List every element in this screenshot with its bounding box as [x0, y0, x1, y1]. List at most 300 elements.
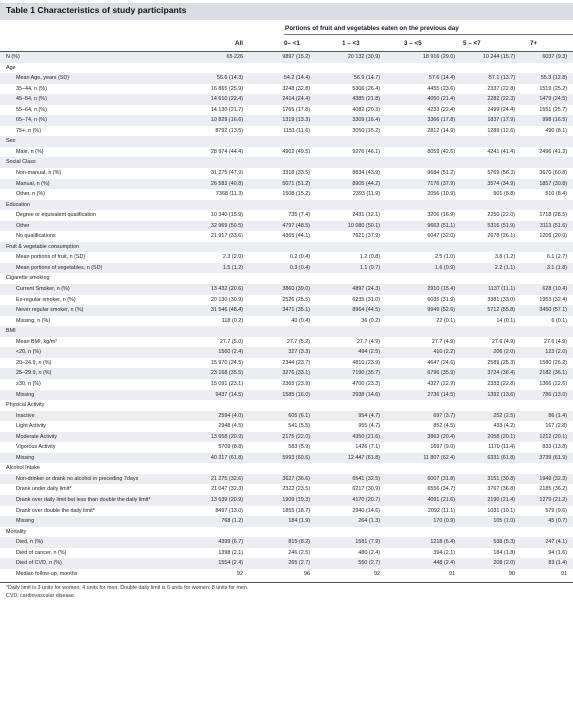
table-row [0, 252, 573, 263]
table-cell: 31 275 (47.9) [210, 170, 243, 177]
table-cell: 1031 (10.1) [487, 507, 515, 514]
table-cell: 92 [237, 570, 243, 577]
table-cell: 6047 (32.0) [427, 233, 455, 240]
table-cell: 118 (0.2) [221, 317, 243, 324]
table-cell: 36 (0.2) [361, 317, 380, 324]
row-label: Never regular smoker, n (%) [16, 307, 84, 314]
table-cell: 697 (3.7) [433, 412, 455, 419]
row-label: Light Activity [16, 423, 46, 430]
table-cell: 12 447 (61.8) [347, 454, 380, 461]
row-label: Non-manual, n (%) [16, 170, 62, 177]
table-cell: 4350 (21.6) [352, 433, 380, 440]
table-cell: 1.6 (0.9) [434, 264, 455, 271]
table-cell: 23 168 (35.5) [210, 370, 243, 377]
table-cell: 2.5 (1.0) [434, 254, 455, 261]
table-cell: 4455 (23.6) [427, 85, 455, 92]
table-cell: 2594 (4.0) [218, 412, 243, 419]
table-row [0, 221, 573, 232]
table-title: Table 1 Characteristics of study participants [6, 5, 187, 15]
table-cell: 1170 (11.4) [488, 444, 515, 451]
table-cell: 538 (5.3) [493, 539, 515, 546]
table-cell: 786 (13.0) [542, 391, 567, 398]
table-cell: 10 080 (50.1) [347, 222, 380, 229]
table-cell: 56.6 (14.3) [216, 75, 243, 82]
table-cell: 27.6 (4.9) [491, 338, 515, 345]
row-label: 65–74, n (%) [16, 117, 47, 124]
table-cell: 583 (5.9) [288, 444, 310, 451]
table-cell: 3318 (33.5) [282, 170, 310, 177]
table-cell: 4082 (20.3) [352, 106, 380, 113]
table-row [0, 495, 573, 506]
table-cell: 1953 (32.4) [539, 296, 567, 303]
table-cell: 1.1 (0.7) [359, 264, 380, 271]
row-label: Died of cancer, n (%) [16, 549, 67, 556]
table-row [0, 506, 573, 517]
table-cell: 206 (2.0) [493, 349, 515, 356]
row-label: <20, n (%) [16, 349, 42, 356]
table-cell: 31 546 (48.4) [210, 307, 243, 314]
table-cell: 6541 (32.5) [352, 475, 380, 482]
table-cell: 2414 (24.4) [282, 96, 310, 103]
table-cell: 2322 (23.5) [282, 486, 310, 493]
table-cell: 1508 (15.2) [282, 191, 310, 198]
table-cell: 11 807 (62.4) [423, 454, 455, 461]
table-row [0, 316, 573, 327]
table-cell: 7190 (35.7) [352, 370, 380, 377]
section-row [0, 273, 573, 284]
table-cell: 6007 (31.8) [427, 475, 455, 482]
table-cell: 2190 (21.4) [487, 496, 515, 503]
table-cell: 86 (1.4) [548, 412, 567, 419]
table-cell: 1137 (11.1) [488, 286, 515, 293]
table-row [0, 147, 573, 158]
footnote: CVD, cardiovascular disease. [6, 592, 76, 599]
table-cell: 13 432 (20.6) [210, 286, 243, 293]
table-cell: 3248 (32.8) [282, 85, 310, 92]
table-cell: 6331 (61.8) [487, 454, 515, 461]
row-label: Current Smoker, n (%) [16, 286, 70, 293]
table-cell: 3471 (35.1) [282, 307, 310, 314]
table-cell: 1551 (25.7) [539, 106, 567, 113]
table-cell: 1218 (6.4) [430, 539, 455, 546]
section-row [0, 157, 573, 168]
table-cell: 3739 (61.9) [539, 454, 567, 461]
table-cell: 1479 (24.5) [539, 96, 567, 103]
table-cell: 3366 (17.8) [427, 117, 455, 124]
table-row [0, 105, 573, 116]
table-cell: 56.9 (14.7) [353, 75, 380, 82]
bottom-rule [0, 582, 573, 583]
table-cell: 7176 (37.9) [427, 180, 455, 187]
table-cell: 410 (2.2) [433, 349, 455, 356]
row-label: Died, n (%) [16, 539, 43, 546]
table-cell: 2344 (23.7) [282, 359, 310, 366]
table-cell: 6035 (31.9) [427, 296, 455, 303]
row-label: 20–24.9, n (%) [16, 359, 52, 366]
row-label: Inactive [16, 412, 35, 419]
row-label: Mean Age, years (SD) [16, 75, 70, 82]
row-label: Other [16, 222, 30, 229]
table-row [0, 263, 573, 274]
table-cell: 8834 (43.9) [352, 170, 380, 177]
table-cell: 1580 (26.2) [539, 359, 567, 366]
table-cell: 57.1 (13.7) [488, 75, 515, 82]
table-cell: 833 (13.8) [542, 444, 567, 451]
table-cell: 14 (0.1) [496, 317, 515, 324]
table-cell: 13 658 (20.9) [210, 433, 243, 440]
table-cell: 3276 (33.1) [282, 370, 310, 377]
section-label: Fruit & vegetable consumption [6, 243, 79, 250]
table-cell: 1581 (7.9) [355, 539, 380, 546]
table-cell: 2431 (12.1) [352, 212, 380, 219]
section-row [0, 463, 573, 474]
table-cell: 28 974 (44.4) [210, 148, 243, 155]
table-cell: 4091 (21.6) [427, 496, 455, 503]
table-cell: 3309 (16.4) [352, 117, 380, 124]
section-row [0, 136, 573, 147]
table-row [0, 52, 573, 63]
table-cell: 4365 (44.1) [282, 233, 310, 240]
table-cell: 6796 (35.9) [427, 370, 455, 377]
table-cell: 1855 (18.7) [282, 507, 310, 514]
table-title-bar [0, 3, 573, 20]
table-cell: 1949 (32.3) [539, 475, 567, 482]
table-row [0, 231, 573, 242]
table-cell: 2.2 (1.1) [494, 264, 515, 271]
table-cell: 247 (4.1) [545, 539, 567, 546]
table-row [0, 432, 573, 443]
table-cell: 3.1 (1.8) [546, 264, 567, 271]
row-label: 25–29.9, n (%) [16, 370, 52, 377]
table-cell: 2175 (22.0) [282, 433, 310, 440]
table-cell: 4797 (48.5) [282, 222, 310, 229]
table-cell: 184 (1.9) [288, 518, 310, 525]
table-cell: 2.3 (2.0) [222, 254, 243, 261]
table-cell: 3767 (36.8) [487, 486, 515, 493]
table-cell: 3724 (36.4) [487, 370, 515, 377]
table-cell: 91 [449, 570, 455, 577]
table-cell: 8497 (13.0) [215, 507, 243, 514]
table-cell: 394 (2.1) [433, 549, 455, 556]
table-cell: 1697 (9.0) [430, 444, 455, 451]
table-cell: 2938 (14.6) [352, 391, 380, 398]
table-cell: 5769 (56.3) [487, 170, 515, 177]
table-cell: 2496 (41.3) [539, 148, 567, 155]
table-cell: 264 (1.3) [358, 518, 380, 525]
table-cell: 2365 (23.9) [282, 380, 310, 387]
table-cell: 21 047 (32.3) [210, 486, 243, 493]
section-row [0, 63, 573, 74]
table-cell: 167 (2.8) [545, 423, 567, 430]
column-header: 1 – <3 [342, 40, 360, 47]
row-label: Other, n (%) [16, 191, 46, 198]
table-cell: 2282 (22.3) [487, 96, 515, 103]
table-cell: 265 (2.7) [288, 560, 310, 567]
section-label: Physical Activity [6, 402, 45, 409]
table-cell: 8792 (13.5) [215, 127, 243, 134]
table-cell: 3151 (30.8) [487, 475, 515, 482]
table-cell: 208 (2.0) [493, 560, 515, 567]
row-label: ≥30, n (%) [16, 380, 41, 387]
table-cell: 1151 (11.6) [283, 127, 310, 134]
table-cell: 7621 (37.9) [352, 233, 380, 240]
section-label: Mortality [6, 528, 27, 535]
table-cell: 1519 (25.2) [539, 85, 567, 92]
table-cell: 6235 (31.0) [352, 296, 380, 303]
section-row [0, 527, 573, 538]
table-cell: 4399 (6.7) [218, 539, 243, 546]
table-cell: 5316 (51.9) [487, 222, 515, 229]
table-cell: 10 244 (15.7) [482, 54, 515, 60]
table-cell: 20 130 (30.9) [210, 296, 243, 303]
table-cell: 22 (0.1) [436, 317, 455, 324]
table-cell: 1426 (7.1) [355, 444, 380, 451]
table-cell: 21 917 (33.6) [210, 233, 243, 240]
table-row [0, 126, 573, 137]
table-cell: 1392 (13.6) [487, 391, 515, 398]
table-cell: 26 583 (40.8) [210, 180, 243, 187]
table-cell: 3450 (57.1) [539, 307, 567, 314]
table-cell: 6556 (34.7) [427, 486, 455, 493]
table-cell: 7368 (11.3) [215, 191, 243, 198]
table-cell: 27.7 (4.9) [431, 338, 455, 345]
table-cell: 4241 (41.4) [487, 148, 515, 155]
table-cell: 1289 (12.6) [487, 127, 515, 134]
column-header: 3 – <5 [404, 40, 422, 47]
table-cell: 20 132 (30.9) [347, 54, 380, 60]
table-cell: 2940 (14.6) [352, 507, 380, 514]
table-cell: 8905 (44.2) [352, 180, 380, 187]
table-row [0, 284, 573, 295]
section-label: BMI [6, 328, 16, 335]
table-cell: 13 639 (20.9) [210, 496, 243, 503]
table-row [0, 421, 573, 432]
table-cell: 94 (1.6) [548, 549, 567, 556]
table-row [0, 453, 573, 464]
table-row [0, 390, 573, 401]
table-cell: 628 (10.4) [542, 286, 567, 293]
table-cell: 4700 (23.3) [352, 380, 380, 387]
table-cell: 3627 (36.6) [282, 475, 310, 482]
table-cell: 327 (3.3) [288, 349, 310, 356]
table-cell: 1765 (17.8) [282, 106, 310, 113]
table-cell: 2250 (22.0) [487, 212, 515, 219]
table-cell: 8964 (44.5) [352, 307, 380, 314]
table-row [0, 347, 573, 358]
table-row [0, 94, 573, 105]
table-cell: 579 (9.6) [545, 507, 567, 514]
table-cell: 954 (4.7) [358, 412, 380, 419]
table-cell: 65 226 [226, 54, 243, 60]
table-cell: 494 (2.5) [358, 349, 380, 356]
table-row [0, 368, 573, 379]
table-cell: 4327 (22.9) [427, 380, 455, 387]
row-label: Non-drinker or drank no alcohol in preceding 7days [16, 475, 139, 482]
table-cell: 14 130 (21.7) [210, 106, 243, 113]
table-cell: 2333 (22.8) [487, 380, 515, 387]
row-label: Missing, n (%) [16, 317, 51, 324]
row-label: Degree or equivalent qualification [16, 212, 97, 219]
table-cell: 14 610 (22.4) [210, 96, 243, 103]
row-label: Drank over double the daily limit* [16, 507, 95, 514]
table-cell: 735 (7.4) [288, 212, 310, 219]
table-cell: 21 275 (32.6) [210, 475, 243, 482]
table-cell: 2678 (26.1) [487, 233, 515, 240]
table-cell: 6217 (30.9) [352, 486, 380, 493]
table-row [0, 411, 573, 422]
table-cell: 2948 (4.5) [218, 423, 243, 430]
table-row [0, 295, 573, 306]
table-row [0, 305, 573, 316]
table-cell: 90 [509, 570, 515, 577]
table-row [0, 179, 573, 190]
table-cell: 4647 (24.6) [427, 359, 455, 366]
table-cell: 4170 (20.7) [352, 496, 380, 503]
row-label: Missing [16, 391, 35, 398]
table-cell: 55.3 (12.8) [540, 75, 567, 82]
table-row [0, 484, 573, 495]
row-label: 35–44, n (%) [16, 85, 47, 92]
table-cell: 18 916 (29.0) [422, 54, 455, 60]
table-cell: 2589 (25.3) [487, 359, 515, 366]
table-cell: 6037 (9.3) [542, 54, 567, 60]
table-cell: 2185 (36.2) [539, 486, 567, 493]
row-label: Median follow-up, months [16, 570, 78, 577]
table-row [0, 442, 573, 453]
table-row [0, 189, 573, 200]
table-cell: 5712 (55.8) [487, 307, 515, 314]
table-cell: 9276 (46.1) [352, 148, 380, 155]
table-cell: 1560 (2.4) [218, 349, 243, 356]
table-row [0, 337, 573, 348]
table-cell: 9663 (51.1) [427, 222, 455, 229]
section-row [0, 326, 573, 337]
row-label: Missing [16, 454, 35, 461]
section-label: Education [6, 201, 30, 208]
table-cell: 2910 (15.4) [427, 286, 455, 293]
table-cell: 3863 (20.4) [427, 433, 455, 440]
section-label: Cigarette smoking [6, 275, 50, 282]
row-label: Ex-regular smoker, n (%) [16, 296, 76, 303]
table-cell: 0.2 (0.4) [289, 254, 310, 261]
section-label: Social Class [6, 159, 36, 166]
characteristics-table [0, 20, 573, 579]
table-cell: 27.6 (4.9) [543, 338, 567, 345]
section-row [0, 400, 573, 411]
table-row [0, 358, 573, 369]
table-cell: 4050 (21.4) [427, 96, 455, 103]
table-cell: 5709 (8.8) [218, 444, 243, 451]
table-cell: 27.7 (4.9) [356, 338, 380, 345]
table-cell: 4902 (49.5) [282, 148, 310, 155]
table-cell: 955 (4.7) [358, 423, 380, 430]
table-cell: 1366 (22.6) [539, 380, 567, 387]
table-cell: 2182 (36.1) [539, 370, 567, 377]
table-cell: 5071 (51.2) [282, 180, 310, 187]
row-label: Drank over daily limit but less than double the daily limit* [16, 496, 151, 503]
table-row [0, 379, 573, 390]
table-cell: 1554 (2.4) [218, 560, 243, 567]
table-cell: 901 (8.8) [493, 191, 515, 198]
table-cell: 246 (2.5) [288, 549, 310, 556]
table-cell: 480 (2.4) [358, 549, 380, 556]
row-label: Mean BMI, kg/m² [16, 338, 58, 345]
table-cell: 448 (2.4) [433, 560, 455, 567]
row-label: Male, n (%) [16, 148, 44, 155]
header-columns-row [0, 36, 573, 52]
table-cell: 1.2 (0.8) [359, 254, 380, 261]
table-cell: 2526 (25.5) [282, 296, 310, 303]
table-cell: 1398 (2.1) [218, 549, 243, 556]
table-cell: 27.7 (5.2) [286, 338, 310, 345]
table-cell: 815 (8.2) [288, 539, 310, 546]
footnote: *Daily limit is 3 units for women; 4 units for men. Double daily limit is 6 units for women; 8 units for men. [6, 584, 249, 591]
table-row [0, 558, 573, 569]
row-label: Vigorous Activity [16, 444, 56, 451]
table-row [0, 548, 573, 559]
row-label: No qualifications [16, 233, 56, 240]
table-row [0, 115, 573, 126]
table-cell: 6.1 (2.7) [546, 254, 567, 261]
table-cell: 27.7 (5.0) [219, 338, 243, 345]
table-cell: 4385 (21.8) [352, 96, 380, 103]
table-cell: 510 (8.4) [545, 191, 567, 198]
column-header: All [234, 40, 243, 47]
section-row [0, 200, 573, 211]
table-cell: 6 (0.1) [551, 317, 567, 324]
table-cell: 1.5 (1.2) [222, 264, 243, 271]
group-underline [284, 34, 573, 35]
table-row [0, 474, 573, 485]
table-cell: 605 (6.1) [288, 412, 310, 419]
table-cell: 2812 (14.9) [427, 127, 455, 134]
table-cell: 1319 (13.3) [282, 117, 310, 124]
table-cell: 1909 (19.3) [282, 496, 310, 503]
table-cell: 105 (1.0) [493, 518, 515, 525]
table-cell: 1279 (21.2) [539, 496, 567, 503]
table-cell: 10 829 (16.6) [210, 117, 243, 124]
table-cell: 3670 (60.8) [539, 170, 567, 177]
column-header: 5 – <7 [463, 40, 481, 47]
table-cell: 2393 (11.9) [352, 191, 380, 198]
table-cell: 10 340 (15.9) [210, 212, 243, 219]
table-cell: 40 (0.4) [291, 317, 310, 324]
table-cell: 998 (16.5) [542, 117, 567, 124]
row-label: 45–54, n (%) [16, 96, 47, 103]
row-label: Mean portions of vegetables, n (SD) [16, 264, 103, 271]
table-cell: 1837 (17.9) [487, 117, 515, 124]
table-row [0, 569, 573, 580]
table-cell: 3206 (16.9) [427, 212, 455, 219]
section-label: Age [6, 64, 16, 71]
table-cell: 40 317 (61.8) [210, 454, 243, 461]
table-cell: 2499 (24.4) [487, 106, 515, 113]
row-label: N (%) [6, 54, 20, 60]
table-cell: 0.3 (0.4) [289, 264, 310, 271]
table-cell: 5306 (26.4) [352, 85, 380, 92]
table-cell: 541 (5.5) [288, 423, 310, 430]
table-cell: 9897 (15.2) [282, 54, 310, 60]
table-cell: 1857 (30.8) [539, 180, 567, 187]
table-row [0, 168, 573, 179]
table-cell: 54.2 (14.4) [283, 75, 310, 82]
table-cell: 83 (1.4) [548, 560, 567, 567]
table-cell: 1212 (20.1) [539, 433, 567, 440]
table-cell: 852 (4.5) [433, 423, 455, 430]
table-cell: 2058 (20.1) [487, 433, 515, 440]
table-cell: 1585 (16.0) [282, 391, 310, 398]
header-group-label: Portions of fruit and vegetables eaten on the previous day [285, 25, 459, 32]
